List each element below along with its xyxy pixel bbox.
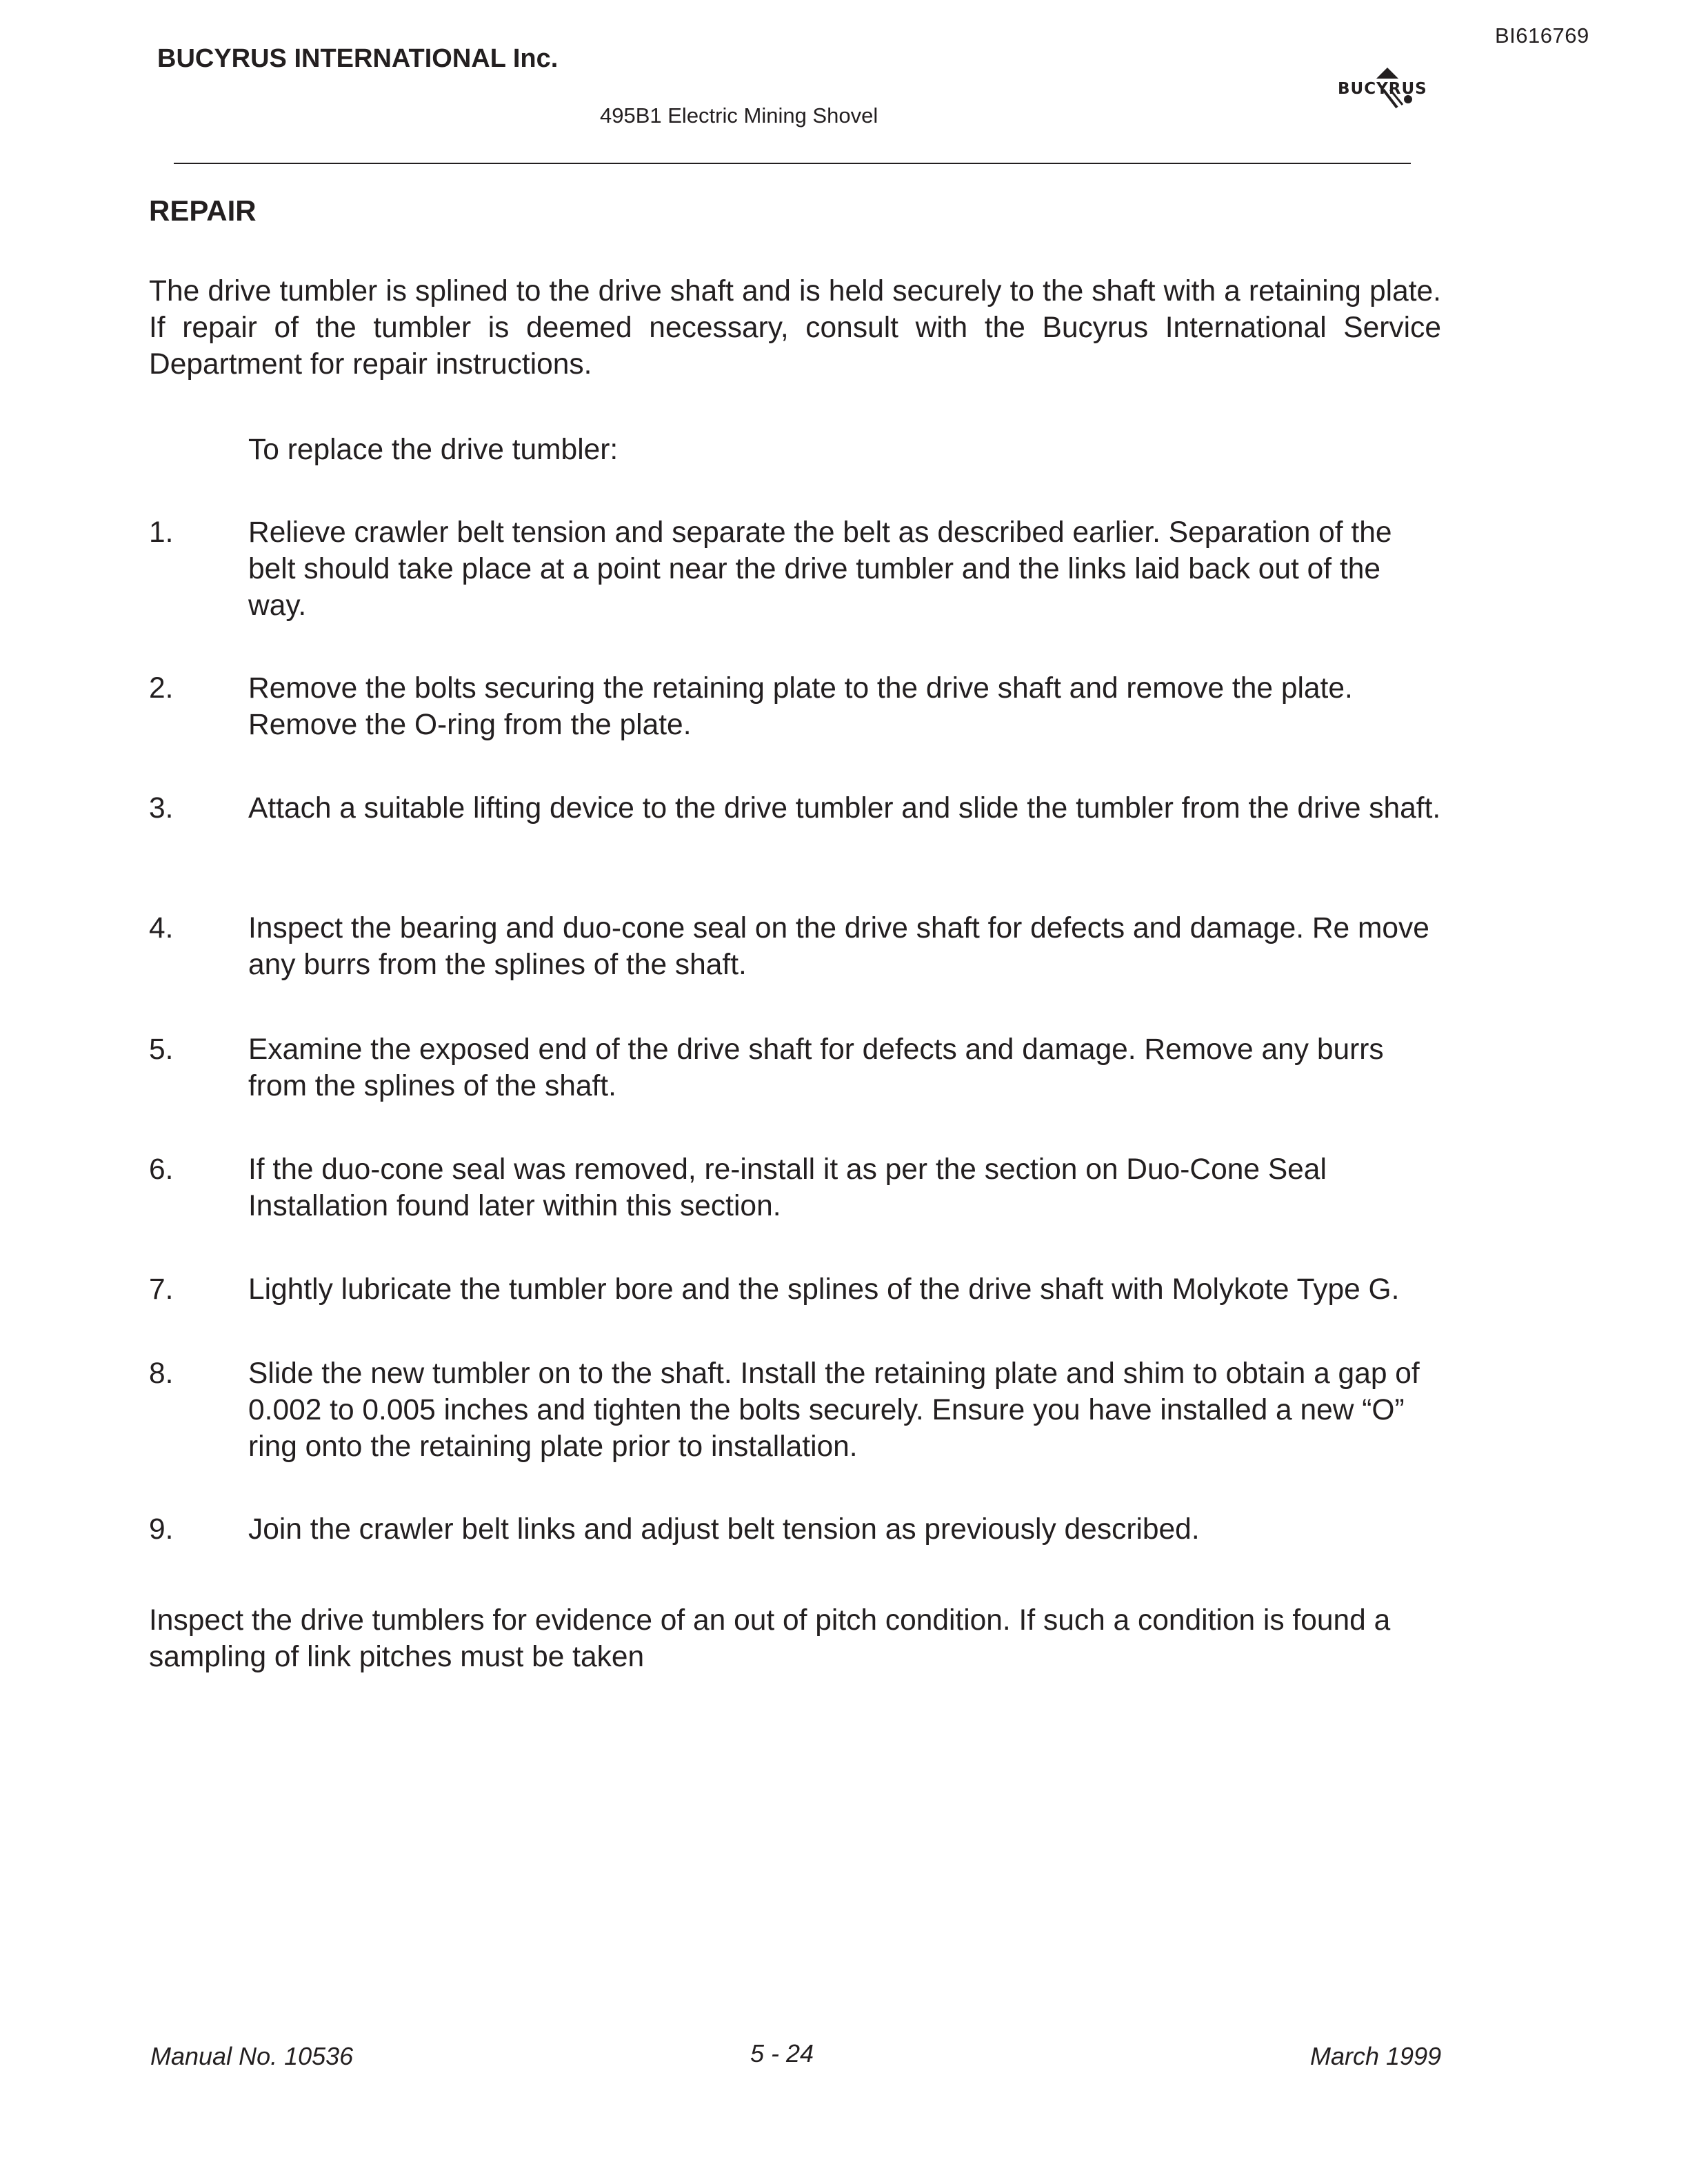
footer-manual-number: Manual No. 10536: [150, 2042, 354, 2070]
step-text: Lightly lubricate the tumbler bore and the splines of the drive shaft with Molykote Type G.: [248, 1273, 1400, 1306]
footer-date: March 1999: [1310, 2042, 1442, 2070]
step-text: Remove the bolts securing the retaining plate to the drive shaft and remove the plate. Remove the O-ring from the plate.: [248, 672, 1353, 741]
header-divider: [174, 163, 1411, 164]
step-number: 5.: [149, 1033, 174, 1066]
step-number: 2.: [149, 672, 174, 705]
intro-paragraph: The drive tumbler is splined to the drive shaft and is held securely to the shaft with a retaining plate. If repair of the tumbler is deemed necessary, consult with the Bucyrus International Service Department for repair instructions.: [149, 275, 1441, 381]
step-number: 7.: [149, 1273, 174, 1306]
step-number: 6.: [149, 1153, 174, 1186]
footer-page-number: 5 - 24: [750, 2039, 814, 2067]
lead-in-text: To replace the drive tumbler:: [248, 434, 619, 466]
step-text: Inspect the bearing and duo-cone seal on the drive shaft for defects and damage. Re move any burrs from the splines of the shaft.: [248, 912, 1429, 981]
step-text: If the duo-cone seal was removed, re-install it as per the section on Duo-Cone Seal Installation found later within this section.: [248, 1153, 1327, 1222]
step-number: 4.: [149, 912, 174, 944]
bucyrus-logo: [1331, 62, 1441, 117]
closing-paragraph: Inspect the drive tumblers for evidence of an out of pitch condition. If such a condition is found a sampling of link pitches must be taken: [149, 1604, 1391, 1673]
step-number: 9.: [149, 1513, 174, 1546]
step-text: Attach a suitable lifting device to the drive tumbler and slide the tumbler from the drive shaft.: [248, 792, 1441, 825]
document-subtitle: 495B1 Electric Mining Shovel: [600, 103, 878, 128]
step-number: 3.: [149, 792, 174, 825]
step-text: Join the crawler belt links and adjust belt tension as previously described.: [248, 1513, 1200, 1546]
company-name: BUCYRUS INTERNATIONAL Inc.: [157, 44, 559, 73]
section-title: REPAIR: [149, 194, 257, 227]
step-text: Relieve crawler belt tension and separate the belt as described earlier. Separation of the belt should take place at a point near the drive tumbler and the links laid back out of the way.: [248, 516, 1392, 622]
step-text: Examine the exposed end of the drive shaft for defects and damage. Remove any burrs from the splines of the shaft.: [248, 1033, 1384, 1102]
document-id: BI616769: [1495, 23, 1589, 48]
step-number: 1.: [149, 516, 174, 549]
step-text: Slide the new tumbler on to the shaft. Install the retaining plate and shim to obtain a gap of 0.002 to 0.005 inches and tighten the bolts securely. Ensure you have installed a new “O” ring onto the retaining plate prior to installation.: [248, 1357, 1420, 1463]
step-number: 8.: [149, 1357, 174, 1390]
logo-wordmark: BUCYRUS: [1338, 80, 1427, 98]
